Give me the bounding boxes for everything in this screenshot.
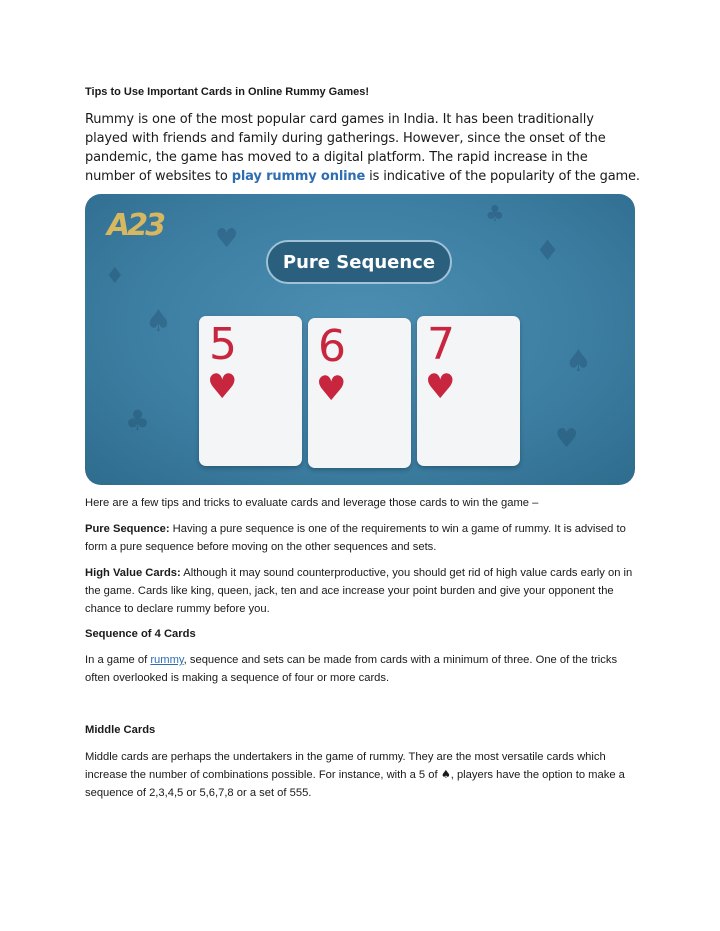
spade-icon: ♠	[440, 768, 451, 781]
middle-text-before: Middle cards are perhaps the undertakers in the game of rummy. They are the most versatile cards which increase the number of combinations possible. For instance, with a 5 of	[85, 751, 606, 781]
seq4-text-before: In a game of	[85, 654, 151, 666]
spade-bg-icon: ♠	[565, 344, 592, 379]
high-value-text: Although it may sound counterproductive, you should get rid of high value cards early on in the game. Cards like king, queen, jack, ten and ace increase your point burden and give your opponent the chance to declare rummy before you.	[85, 567, 633, 615]
a23-logo: A23	[107, 208, 163, 243]
diamond-bg-icon: ♦	[105, 264, 125, 289]
pure-sequence-label-text: Pure Sequence:	[85, 523, 170, 535]
card-7-hearts	[417, 316, 520, 466]
pure-sequence-label: Pure Sequence	[266, 240, 452, 284]
card-rank: 5	[209, 319, 237, 370]
spade-bg-icon: ♠	[145, 304, 172, 339]
heart-bg-icon: ♥	[555, 424, 579, 454]
card-rank: 7	[427, 319, 455, 370]
heart-icon: ♥	[207, 367, 238, 407]
high-value-label-text: High Value Cards:	[85, 567, 181, 579]
intro-text-before: Rummy is one of the most popular card games in India. It has been traditionally played with friends and family during gatherings. However, since the onset of the pandemic, the game has moved to a digital platform. The rapid increase in the number of websites to	[85, 112, 606, 184]
diamond-bg-icon: ♦	[535, 234, 561, 267]
card-5-hearts	[199, 316, 302, 466]
play-rummy-online-link[interactable]: play rummy online	[231, 169, 366, 184]
seq4-heading: Sequence of 4 Cards	[85, 628, 196, 640]
middle-text-after: , players have the option to make a sequence of 2,3,4,5 or 5,6,7,8 or a set of 555.	[85, 769, 625, 799]
heart-bg-icon: ♥	[215, 224, 239, 254]
pure-sequence-text: Having a pure sequence is one of the requirements to win a game of rummy. It is advised to form a pure sequence before moving on the other sequences and sets.	[85, 523, 626, 553]
rummy-link[interactable]: rummy	[150, 654, 184, 666]
page-title: Tips to Use Important Cards in Online Rummy Games!	[85, 86, 370, 98]
high-value-paragraph	[85, 564, 640, 618]
heart-icon: ♥	[425, 367, 456, 407]
club-bg-icon: ♣	[485, 202, 505, 227]
pure-sequence-banner	[85, 194, 635, 485]
middle-paragraph	[85, 748, 640, 802]
club-bg-icon: ♣	[125, 404, 151, 437]
pure-sequence-paragraph	[85, 520, 640, 556]
intro-text-after: is indicative of the popularity of the game.	[365, 169, 640, 184]
middle-heading: Middle Cards	[85, 724, 156, 736]
card-rank: 6	[318, 321, 346, 372]
intro-paragraph	[85, 110, 640, 186]
heart-icon: ♥	[316, 369, 347, 409]
tips-intro: Here are a few tips and tricks to evaluate cards and leverage those cards to win the game –	[85, 497, 539, 509]
card-6-hearts	[308, 318, 411, 468]
seq4-paragraph	[85, 651, 640, 687]
seq4-text-after: , sequence and sets can be made from cards with a minimum of three. One of the tricks often overlooked is making a sequence of four or more cards.	[85, 654, 618, 684]
